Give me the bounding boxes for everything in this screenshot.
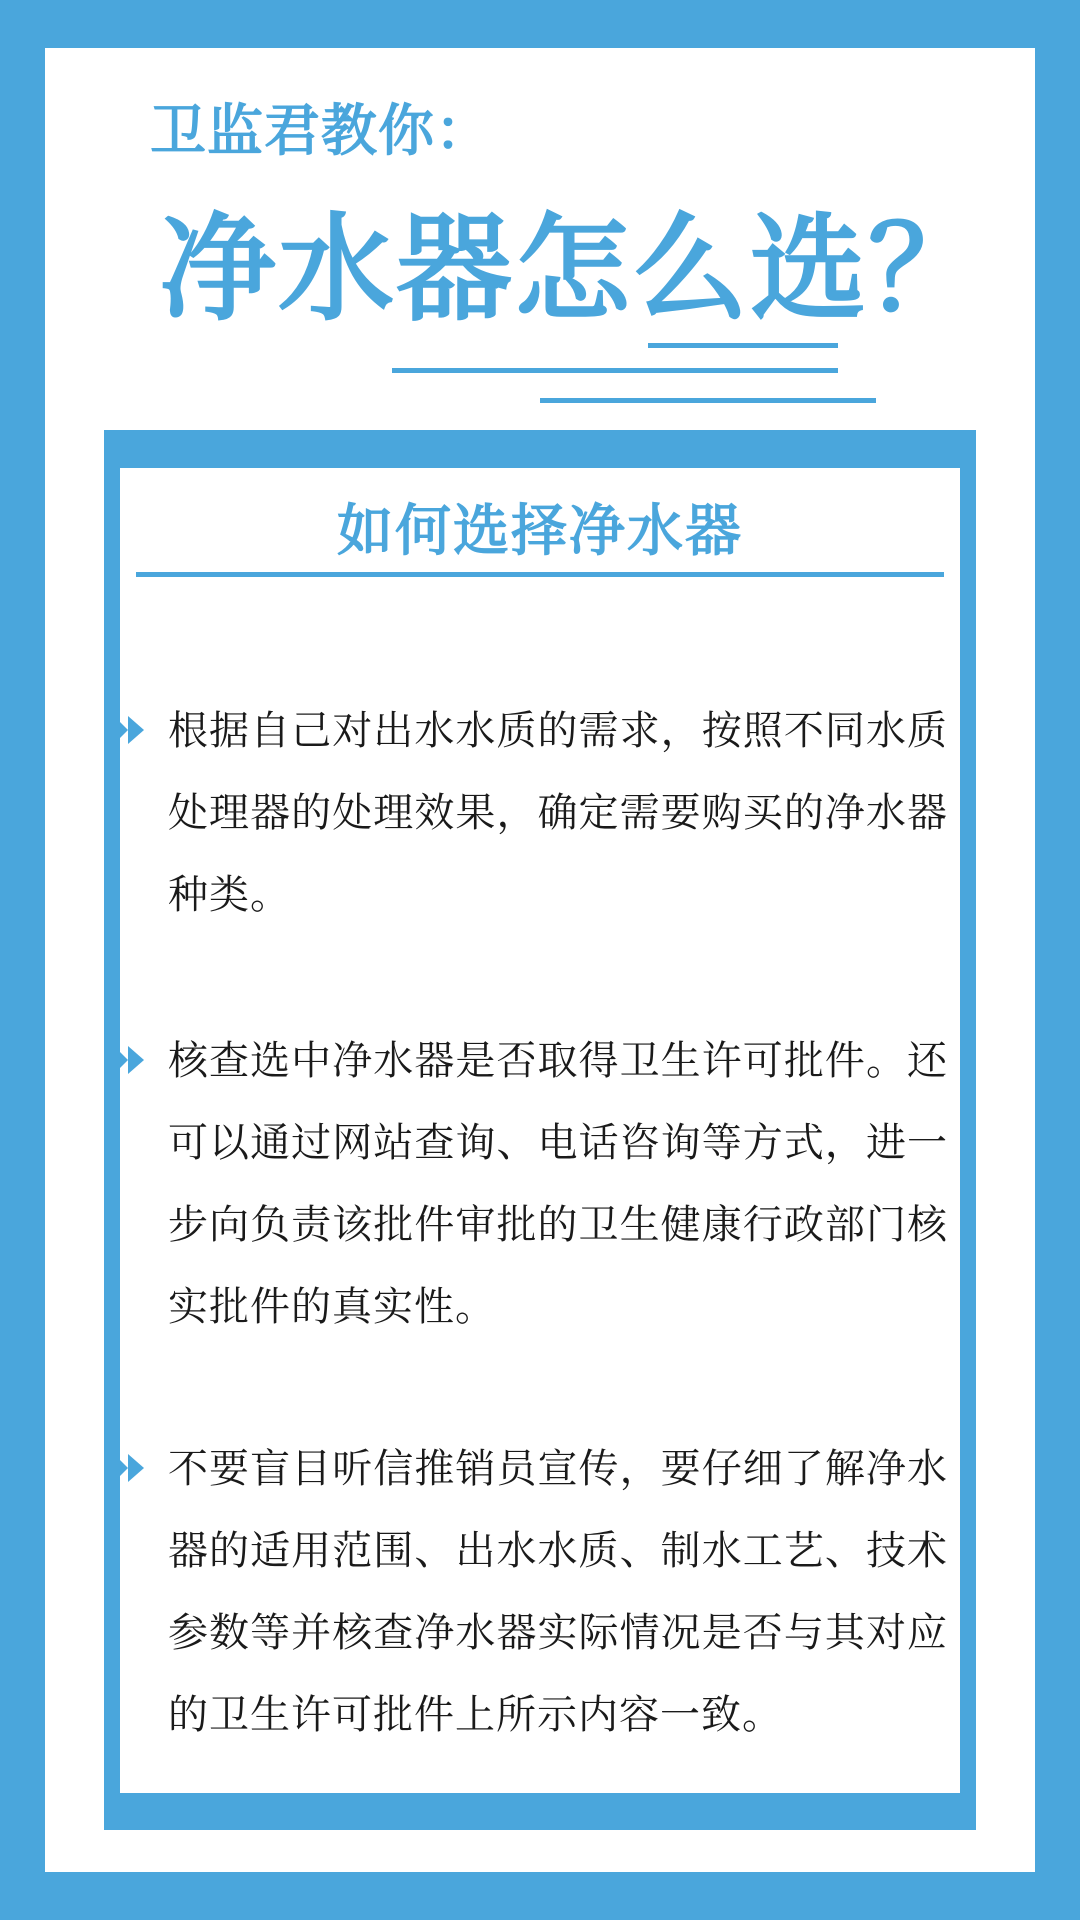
double-chevron-right-icon: [114, 1448, 154, 1488]
poster-subtitle: 卫监君教你：: [150, 99, 492, 164]
list-item-text: 不要盲目听信推销员宣传，要仔细了解净水器的适用范围、出水水质、制水工艺、技术参数等并核查净水器实际情况是否与其对应的卫生许可批件上所示内容一致。: [168, 1446, 948, 1738]
decorative-line-middle: [392, 368, 838, 373]
list-item-text: 根据自己对出水水质的需求，按照不同水质处理器的处理效果，确定需要购买的净水器种类。: [168, 708, 948, 918]
double-chevron-right-icon: [114, 710, 154, 750]
double-chevron-right-icon: [114, 1040, 154, 1080]
info-card-frame: [104, 430, 976, 1830]
card-title-underline: [136, 572, 944, 577]
decorative-line-top: [648, 343, 838, 348]
poster-headline: 净水器怎么选？: [160, 202, 986, 337]
decorative-line-bottom: [540, 398, 876, 403]
list-item-text: 核查选中净水器是否取得卫生许可批件。还可以通过网站查询、电话咨询等方式，进一步向负责该批件审批的卫生健康行政部门核实批件的真实性。: [168, 1038, 948, 1330]
card-title: 如何选择净水器: [337, 499, 743, 564]
info-card: [120, 468, 960, 1793]
